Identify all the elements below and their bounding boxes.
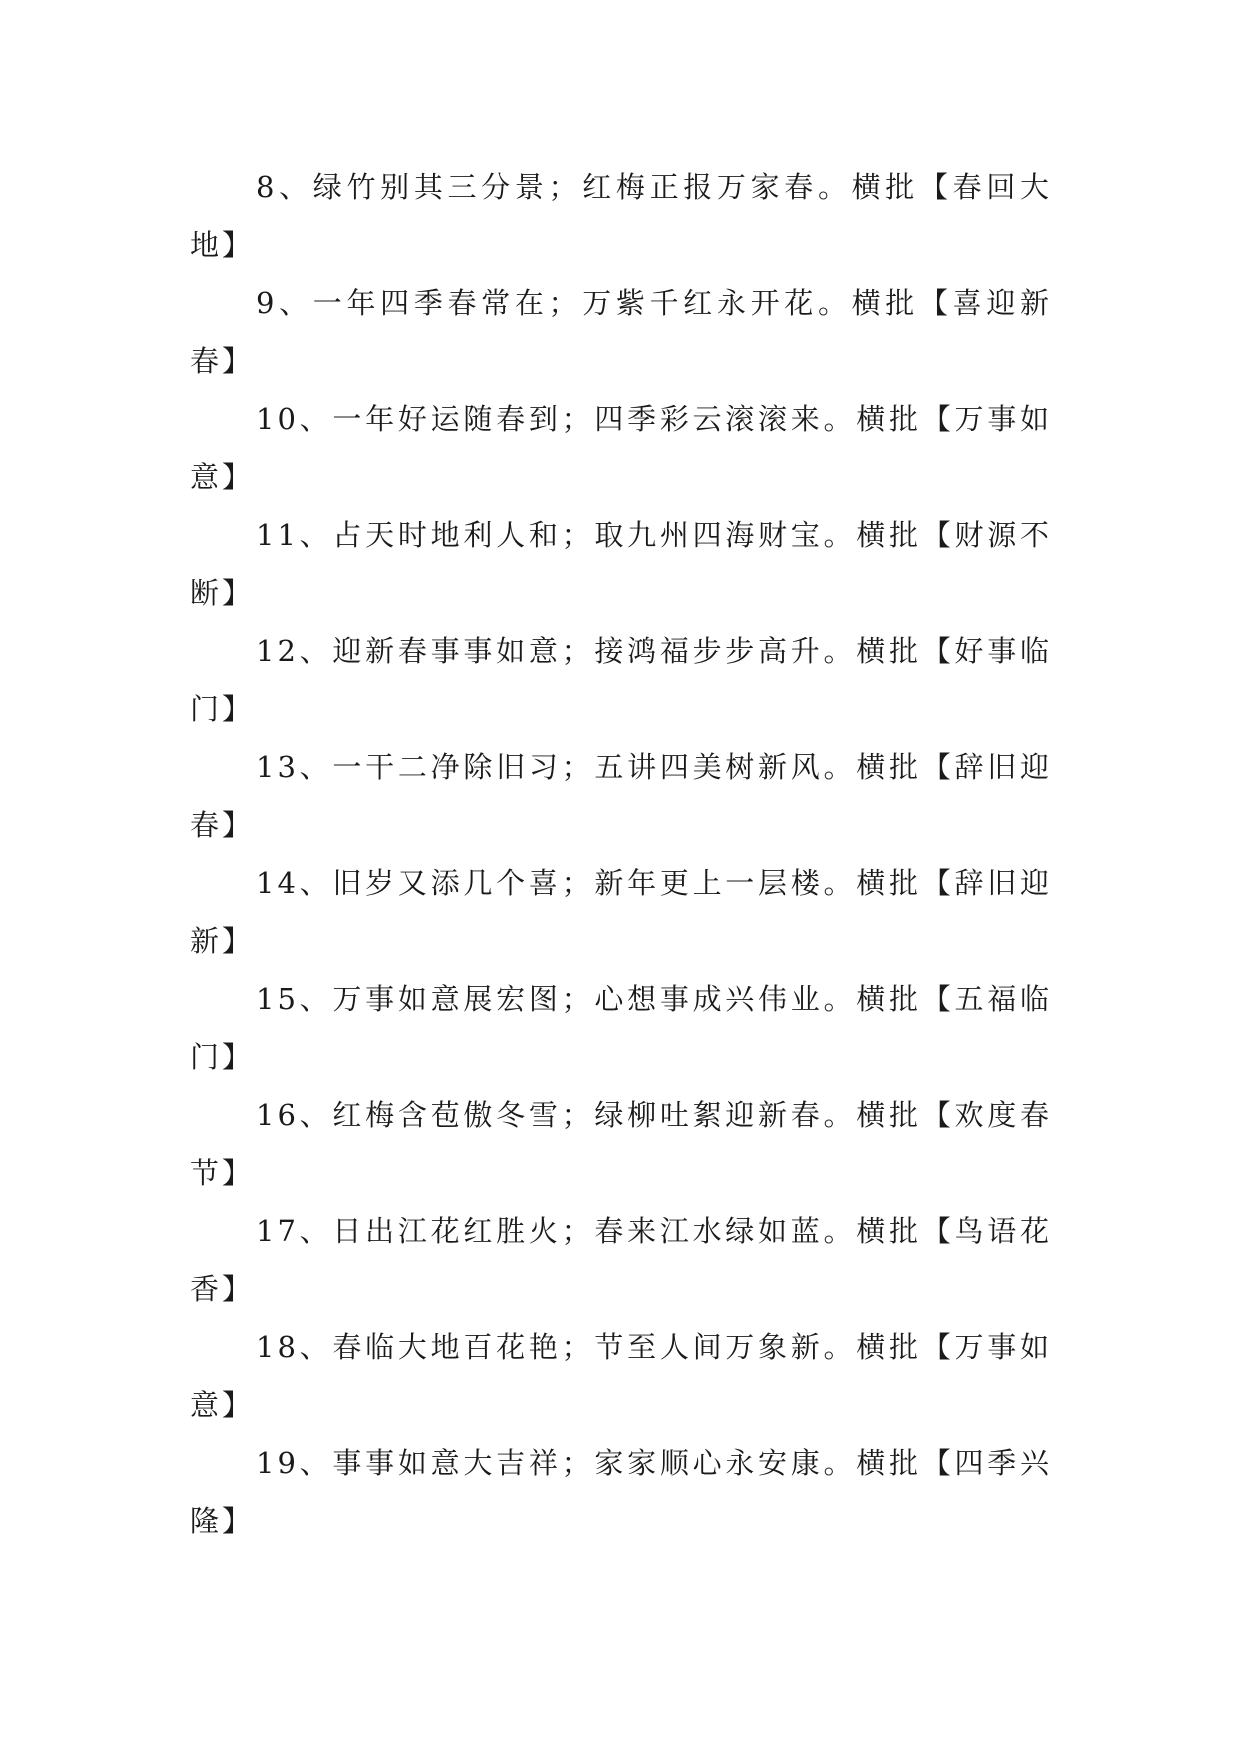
couplet-entry-19: 19、事事如意大吉祥；家家顺心永安康。横批【四季兴隆】 [190, 1446, 1052, 1538]
couplet-entry-15: 15、万事如意展宏图；心想事成兴伟业。横批【五福临门】 [190, 982, 1052, 1074]
couplet-entry-17: 17、日出江花红胜火；春来江水绿如蓝。横批【鸟语花香】 [190, 1214, 1052, 1306]
couplet-entry-12: 12、迎新春事事如意；接鸿福步步高升。横批【好事临门】 [190, 634, 1052, 726]
couplet-entry-10: 10、一年好运随春到；四季彩云滚滚来。横批【万事如意】 [190, 402, 1052, 494]
couplet-entry-18: 18、春临大地百花艳；节至人间万象新。横批【万事如意】 [190, 1330, 1052, 1422]
couplet-entry-11: 11、占天时地利人和；取九州四海财宝。横批【财源不断】 [190, 518, 1052, 610]
couplet-entry-13: 13、一干二净除旧习；五讲四美树新风。横批【辞旧迎春】 [190, 750, 1052, 842]
couplet-list [190, 158, 1052, 1550]
couplet-entry-9: 9、一年四季春常在；万紫千红永开花。横批【喜迎新春】 [190, 286, 1052, 378]
couplet-entry-14: 14、旧岁又添几个喜；新年更上一层楼。横批【辞旧迎新】 [190, 866, 1052, 958]
couplet-entry-8: 8、绿竹别其三分景；红梅正报万家春。横批【春回大地】 [190, 170, 1052, 262]
couplet-entry-16: 16、红梅含苞傲冬雪；绿柳吐絮迎新春。横批【欢度春节】 [190, 1098, 1052, 1190]
